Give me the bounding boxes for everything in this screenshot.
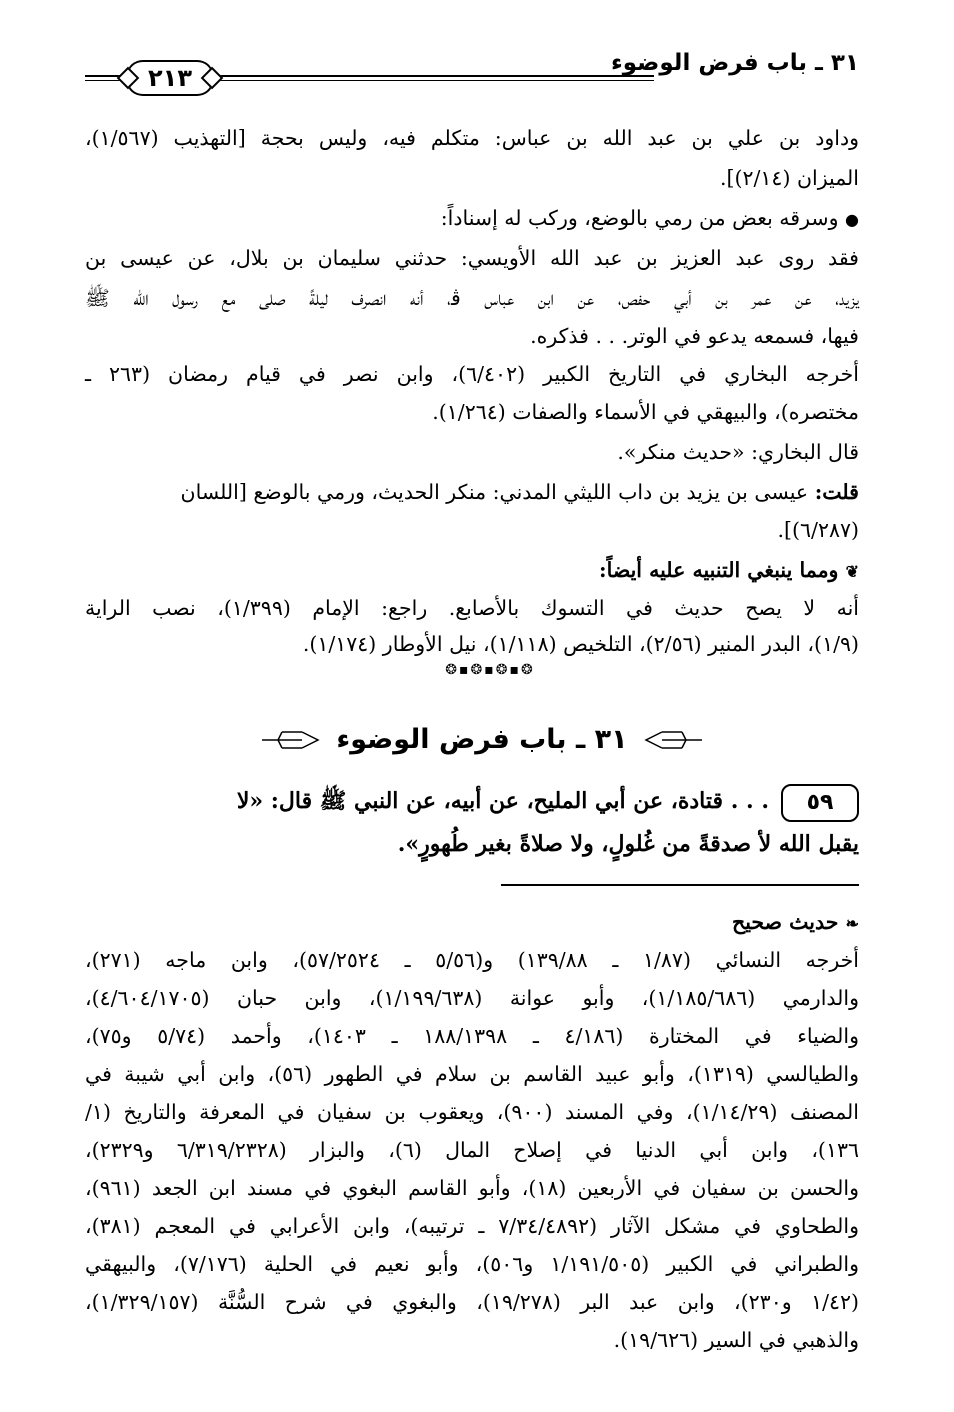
text-line [85, 554, 859, 588]
hadith-text-line: . . . قتادة، عن أبي المليح، عن أبيه، عن النبي ﷺ قال: «لا [236, 788, 769, 814]
book-icon: ❧ [845, 914, 859, 933]
takhrij-line: أخرجه النسائي (١/٨٧ ـ ١٣٩/٨٨) و(٥/٥٦ ـ ٥٧/٢٥٢٤)، وابن ماجه (٢٧١)، [85, 948, 859, 972]
takhrij-line: والطبراني في الكبير (١/١٩١/٥٠٥ و٥٠٦)، وأبو نعيم في الحلية (٧/١٧٦)، والبيهقي [85, 1252, 859, 1276]
takhrij-line: (١/٤٢ و٢٣٠)، وابن عبد البر (١٩/٢٧٨)، والبغوي في شرح السُّنَّة (١/٣٢٩/١٥٧)، [85, 1290, 860, 1314]
text-line: أخرجه البخاري في التاريخ الكبير (٦/٤٠٢)، وابن نصر في قيام رمضان (٢٦٣ ـ [85, 362, 859, 386]
header-rule [210, 75, 654, 81]
qult-label: قلت: [814, 480, 859, 504]
bullet-icon: ● [845, 210, 859, 229]
text-segment: وسرقه بعض من رمي بالوضع، وركب له إسناداً: [440, 206, 839, 230]
chapter-flourish-right-icon [642, 730, 702, 750]
chapter-title: ٣١ ـ باب فرض الوضوء [336, 724, 628, 755]
footnote-separator [501, 884, 859, 886]
text-line: (١/٩)، البدر المنير (٢/٥٦)، التلخيص (١/١١٨)، نيل الأوطار (١/١٧٤). [302, 632, 859, 656]
text-line: الميزان (٢/١٤)]. [719, 166, 859, 190]
chapter-flourish-left-icon [262, 730, 322, 750]
takhrij-line: والحسن بن سفيان في الأربعين (١٨)، وأبو القاسم البغوي في مسند ابن الجعد (٩٦١)، [85, 1176, 859, 1200]
takhrij-line: والذهبي في السير (١٩/٦٢٦). [613, 1328, 859, 1352]
text-line: وداود بن علي بن عبد الله بن عباس: متكلم فيه، وليس بحجة [التهذيب (١/٥٦٧)، [85, 126, 859, 150]
takhrij-line: والطيالسي (١٣١٩)، وأبو عبيد القاسم بن سلام في الطهور (٥٦)، وابن أبي شيبة في [85, 1062, 860, 1086]
text-line: مختصره)، والبيهقي في الأسماء والصفات (١/٢٦٤). [432, 400, 859, 424]
text-line: فقد روى عبد العزيز بن عبد الله الأويسي: حدثني سليمان بن بلال، عن عيسى بن [85, 246, 859, 270]
text-segment: عيسى بن يزيد بن داب الليثي المدني: منكر الحديث، ورمي بالوضع [اللسان [180, 480, 809, 504]
takhrij-line: والدارمي (١/١٨٥/٦٨٦)، وأبو عوانة (١/١٩٩/٦٣٨)، وابن حبان (٤/٦٠٤/١٧٠٥)، [85, 986, 859, 1010]
text-line: أنه لا يصح حديث في التسوك بالأصابع. راجع: الإمام (١/٣٩٩)، نصب الراية [85, 596, 859, 620]
takhrij-line: المصنف (١/١٤/٢٩)، وفي المسند (٩٠٠)، ويعقوب بن سفيان في المعرفة والتاريخ (١/ [85, 1100, 859, 1124]
takhrij-line: ١٣٦)، وابن أبي الدنيا في إصلاح المال (٦)، والبزار (٦/٣١٩/٢٣٢٨ و٢٣٢٩)، [85, 1138, 859, 1162]
text-line [85, 476, 859, 508]
hadith-number-badge: ٥٩ [781, 784, 859, 822]
text-line: قال البخاري: «حديث منكر». [617, 440, 859, 464]
section-ornament: ❂▪❂▪❂▪❂ [445, 662, 535, 678]
text-line: (٦/٢٨٧)]. [777, 518, 859, 542]
takhrij-line: والضياء في المختارة (٤/١٨٦ ـ ١٨٨/١٣٩٨ ـ ١٤٠٣)، وأحمد (٥/٧٤ و٧٥)، [85, 1024, 859, 1048]
grading-label: حديث صحيح [731, 910, 839, 934]
running-title: ٣١ ـ باب فرض الوضوء [610, 50, 859, 76]
text-segment: ومما ينبغي التنبيه عليه أيضاً: [599, 558, 839, 582]
text-line [85, 202, 859, 236]
text-line: يزيد، عن عمر بن أبي حفص، عن ابن عباس ﭬ، أنه انصرف ليلةً صلى مع رسول الله ﷺ [85, 286, 859, 310]
takhrij-line: والطحاوي في مشكل الآثار (٧/٣٤/٤٨٩٢ ـ ترتيبه)، وابن الأعرابي في المعجم (٣٨١)، [85, 1214, 859, 1238]
page-header [85, 38, 859, 128]
chapter-heading [262, 718, 702, 762]
page-number: ٢١٣ [127, 60, 213, 96]
text-line: فيها، فسمعه يدعو في الوتر. . . فذكره. [530, 324, 859, 348]
leaf-icon: ❦ [845, 562, 859, 581]
hadith-text-line: يقبل الله ﻷ صدقةً من غُلولٍ، ولا صلاةً بغير طُهورٍ». [397, 831, 859, 857]
grading-line [85, 906, 859, 940]
